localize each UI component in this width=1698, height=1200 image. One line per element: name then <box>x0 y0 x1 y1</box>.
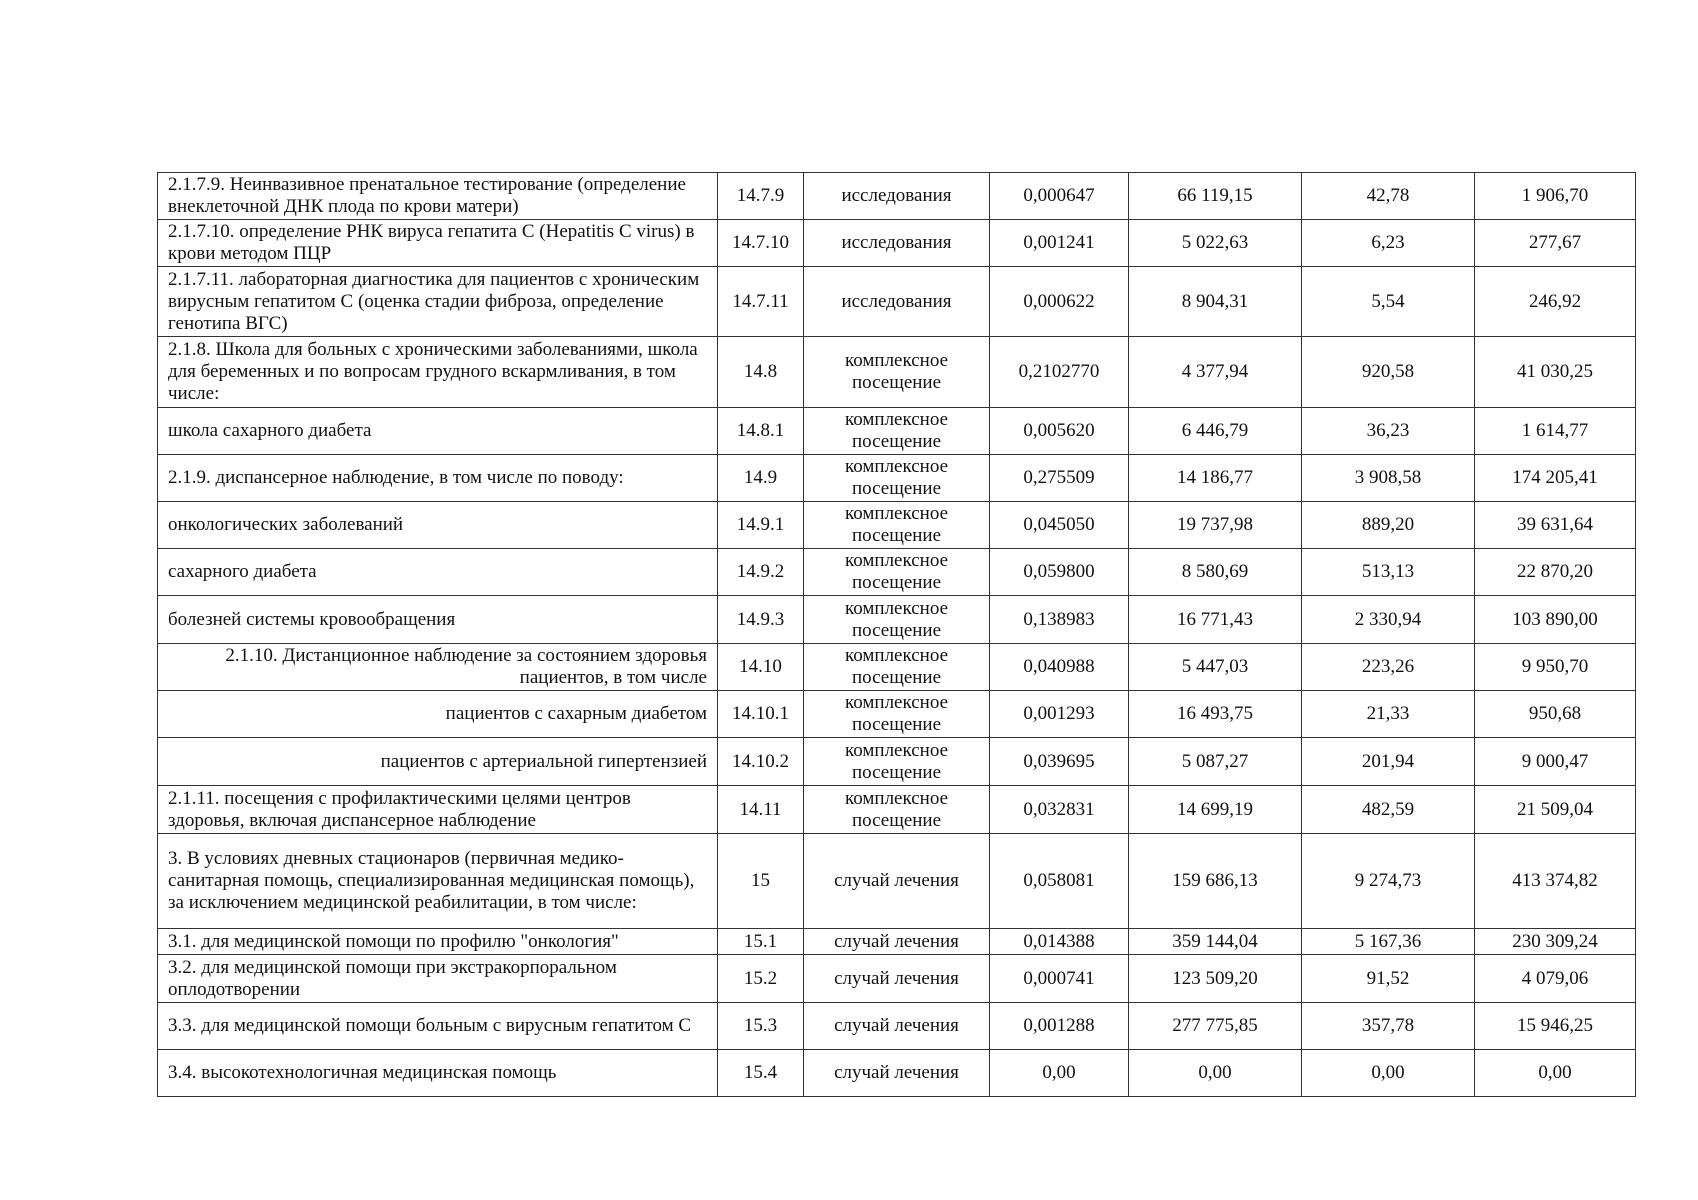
row-label: 3.1. для медицинской помощи по профилю "онкология" <box>158 929 718 955</box>
row-value-total: 246,92 <box>1475 267 1636 337</box>
row-value-norm: 0,032831 <box>990 786 1129 834</box>
table-row <box>158 337 1636 408</box>
row-value-cost: 5 022,63 <box>1129 220 1302 267</box>
row-label: школа сахарного диабета <box>158 408 718 455</box>
row-code: 15.3 <box>718 1003 804 1050</box>
row-label: 2.1.7.11. лабораторная диагностика для пациентов с хроническим вирусным гепатитом С (оценка стадии фиброза, определение генотипа ВГС) <box>158 267 718 337</box>
row-label: 2.1.10. Дистанционное наблюдение за состоянием здоровья пациентов, в том числе <box>158 644 718 691</box>
row-code: 14.9.2 <box>718 549 804 596</box>
row-value-norm: 0,005620 <box>990 408 1129 455</box>
row-value-total: 413 374,82 <box>1475 834 1636 929</box>
row-value-per-capita: 2 330,94 <box>1302 596 1475 644</box>
row-value-norm: 0,000622 <box>990 267 1129 337</box>
row-value-per-capita: 9 274,73 <box>1302 834 1475 929</box>
row-code: 14.11 <box>718 786 804 834</box>
row-value-per-capita: 0,00 <box>1302 1050 1475 1097</box>
row-code: 15.1 <box>718 929 804 955</box>
table-row <box>158 738 1636 786</box>
table-row <box>158 644 1636 691</box>
row-unit: комплексное посещение <box>804 786 990 834</box>
row-value-total: 22 870,20 <box>1475 549 1636 596</box>
row-value-norm: 0,00 <box>990 1050 1129 1097</box>
row-value-per-capita: 889,20 <box>1302 502 1475 549</box>
table-row <box>158 220 1636 267</box>
row-value-total: 1 906,70 <box>1475 173 1636 220</box>
row-value-per-capita: 201,94 <box>1302 738 1475 786</box>
row-code: 14.7.9 <box>718 173 804 220</box>
table-row <box>158 455 1636 502</box>
row-code: 15.2 <box>718 955 804 1003</box>
row-unit: комплексное посещение <box>804 738 990 786</box>
table-row <box>158 786 1636 834</box>
row-label: 3.3. для медицинской помощи больным с вирусным гепатитом С <box>158 1003 718 1050</box>
row-unit: случай лечения <box>804 929 990 955</box>
row-label: 2.1.9. диспансерное наблюдение, в том числе по поводу: <box>158 455 718 502</box>
row-value-norm: 0,2102770 <box>990 337 1129 408</box>
row-value-cost: 66 119,15 <box>1129 173 1302 220</box>
row-label: 2.1.11. посещения с профилактическими целями центров здоровья, включая диспансерное наблюдение <box>158 786 718 834</box>
row-label: 3.2. для медицинской помощи при экстракорпоральном оплодотворении <box>158 955 718 1003</box>
row-value-norm: 0,014388 <box>990 929 1129 955</box>
row-value-per-capita: 3 908,58 <box>1302 455 1475 502</box>
row-value-cost: 6 446,79 <box>1129 408 1302 455</box>
row-unit: комплексное посещение <box>804 549 990 596</box>
table-row <box>158 267 1636 337</box>
row-value-per-capita: 920,58 <box>1302 337 1475 408</box>
row-code: 15 <box>718 834 804 929</box>
row-value-norm: 0,039695 <box>990 738 1129 786</box>
row-label: 2.1.7.10. определение РНК вируса гепатита С (Hepatitis C virus) в крови методом ПЦР <box>158 220 718 267</box>
row-unit: случай лечения <box>804 955 990 1003</box>
row-value-per-capita: 357,78 <box>1302 1003 1475 1050</box>
row-value-norm: 0,000741 <box>990 955 1129 1003</box>
row-value-per-capita: 36,23 <box>1302 408 1475 455</box>
row-value-total: 174 205,41 <box>1475 455 1636 502</box>
row-value-per-capita: 482,59 <box>1302 786 1475 834</box>
row-value-norm: 0,000647 <box>990 173 1129 220</box>
row-code: 14.9.3 <box>718 596 804 644</box>
row-value-cost: 5 087,27 <box>1129 738 1302 786</box>
row-value-total: 15 946,25 <box>1475 1003 1636 1050</box>
row-value-total: 103 890,00 <box>1475 596 1636 644</box>
data-table <box>157 172 1636 1097</box>
row-value-per-capita: 6,23 <box>1302 220 1475 267</box>
table-row <box>158 834 1636 929</box>
row-value-norm: 0,058081 <box>990 834 1129 929</box>
row-unit: комплексное посещение <box>804 502 990 549</box>
table-row <box>158 173 1636 220</box>
row-unit: комплексное посещение <box>804 644 990 691</box>
row-value-norm: 0,045050 <box>990 502 1129 549</box>
row-unit: комплексное посещение <box>804 455 990 502</box>
row-label: сахарного диабета <box>158 549 718 596</box>
row-value-norm: 0,275509 <box>990 455 1129 502</box>
row-value-cost: 4 377,94 <box>1129 337 1302 408</box>
row-value-cost: 5 447,03 <box>1129 644 1302 691</box>
row-code: 14.9 <box>718 455 804 502</box>
row-value-norm: 0,001288 <box>990 1003 1129 1050</box>
row-value-per-capita: 91,52 <box>1302 955 1475 1003</box>
row-label: болезней системы кровообращения <box>158 596 718 644</box>
table-row <box>158 691 1636 738</box>
row-value-cost: 277 775,85 <box>1129 1003 1302 1050</box>
row-label: онкологических заболеваний <box>158 502 718 549</box>
table-row <box>158 596 1636 644</box>
row-value-total: 277,67 <box>1475 220 1636 267</box>
table-row <box>158 929 1636 955</box>
row-value-cost: 159 686,13 <box>1129 834 1302 929</box>
row-unit: исследования <box>804 220 990 267</box>
table-row <box>158 955 1636 1003</box>
row-label: 3.4. высокотехнологичная медицинская помощь <box>158 1050 718 1097</box>
row-code: 14.9.1 <box>718 502 804 549</box>
row-unit: исследования <box>804 173 990 220</box>
row-value-cost: 123 509,20 <box>1129 955 1302 1003</box>
row-unit: случай лечения <box>804 1003 990 1050</box>
row-label: 2.1.7.9. Неинвазивное пренатальное тестирование (определение внеклеточной ДНК плода по крови матери) <box>158 173 718 220</box>
row-label: пациентов с артериальной гипертензией <box>158 738 718 786</box>
row-value-total: 39 631,64 <box>1475 502 1636 549</box>
row-value-total: 9 000,47 <box>1475 738 1636 786</box>
row-value-cost: 0,00 <box>1129 1050 1302 1097</box>
row-value-per-capita: 5,54 <box>1302 267 1475 337</box>
row-value-per-capita: 5 167,36 <box>1302 929 1475 955</box>
row-value-norm: 0,001293 <box>990 691 1129 738</box>
row-value-per-capita: 42,78 <box>1302 173 1475 220</box>
row-value-per-capita: 513,13 <box>1302 549 1475 596</box>
row-value-cost: 8 580,69 <box>1129 549 1302 596</box>
row-value-cost: 16 771,43 <box>1129 596 1302 644</box>
row-code: 14.8 <box>718 337 804 408</box>
row-label: 2.1.8. Школа для больных с хроническими заболеваниями, школа для беременных и по вопросам грудного вскармливания, в том числе: <box>158 337 718 408</box>
row-code: 14.10.1 <box>718 691 804 738</box>
table-row <box>158 1003 1636 1050</box>
row-unit: комплексное посещение <box>804 596 990 644</box>
row-value-total: 4 079,06 <box>1475 955 1636 1003</box>
row-label: пациентов с сахарным диабетом <box>158 691 718 738</box>
row-value-cost: 8 904,31 <box>1129 267 1302 337</box>
row-value-cost: 14 186,77 <box>1129 455 1302 502</box>
row-value-total: 21 509,04 <box>1475 786 1636 834</box>
row-value-total: 950,68 <box>1475 691 1636 738</box>
row-value-total: 9 950,70 <box>1475 644 1636 691</box>
row-value-norm: 0,059800 <box>990 549 1129 596</box>
row-code: 14.8.1 <box>718 408 804 455</box>
row-unit: исследования <box>804 267 990 337</box>
table-body <box>158 173 1636 1097</box>
row-unit: комплексное посещение <box>804 337 990 408</box>
table-row <box>158 408 1636 455</box>
row-label: 3. В условиях дневных стационаров (первичная медико-санитарная помощь, специализированная медицинская помощь), за исключением медицинской реабилитации, в том числе: <box>158 834 718 929</box>
row-code: 14.7.10 <box>718 220 804 267</box>
row-code: 14.7.11 <box>718 267 804 337</box>
row-unit: комплексное посещение <box>804 408 990 455</box>
row-unit: комплексное посещение <box>804 691 990 738</box>
row-value-total: 0,00 <box>1475 1050 1636 1097</box>
row-code: 15.4 <box>718 1050 804 1097</box>
row-value-norm: 0,001241 <box>990 220 1129 267</box>
row-value-norm: 0,040988 <box>990 644 1129 691</box>
row-value-cost: 16 493,75 <box>1129 691 1302 738</box>
row-value-cost: 19 737,98 <box>1129 502 1302 549</box>
table-row <box>158 549 1636 596</box>
row-code: 14.10 <box>718 644 804 691</box>
table-row <box>158 1050 1636 1097</box>
row-value-cost: 359 144,04 <box>1129 929 1302 955</box>
row-value-per-capita: 223,26 <box>1302 644 1475 691</box>
row-value-total: 1 614,77 <box>1475 408 1636 455</box>
row-value-cost: 14 699,19 <box>1129 786 1302 834</box>
row-unit: случай лечения <box>804 1050 990 1097</box>
row-code: 14.10.2 <box>718 738 804 786</box>
row-value-total: 41 030,25 <box>1475 337 1636 408</box>
row-value-total: 230 309,24 <box>1475 929 1636 955</box>
row-value-per-capita: 21,33 <box>1302 691 1475 738</box>
row-unit: случай лечения <box>804 834 990 929</box>
row-value-norm: 0,138983 <box>990 596 1129 644</box>
table-row <box>158 502 1636 549</box>
